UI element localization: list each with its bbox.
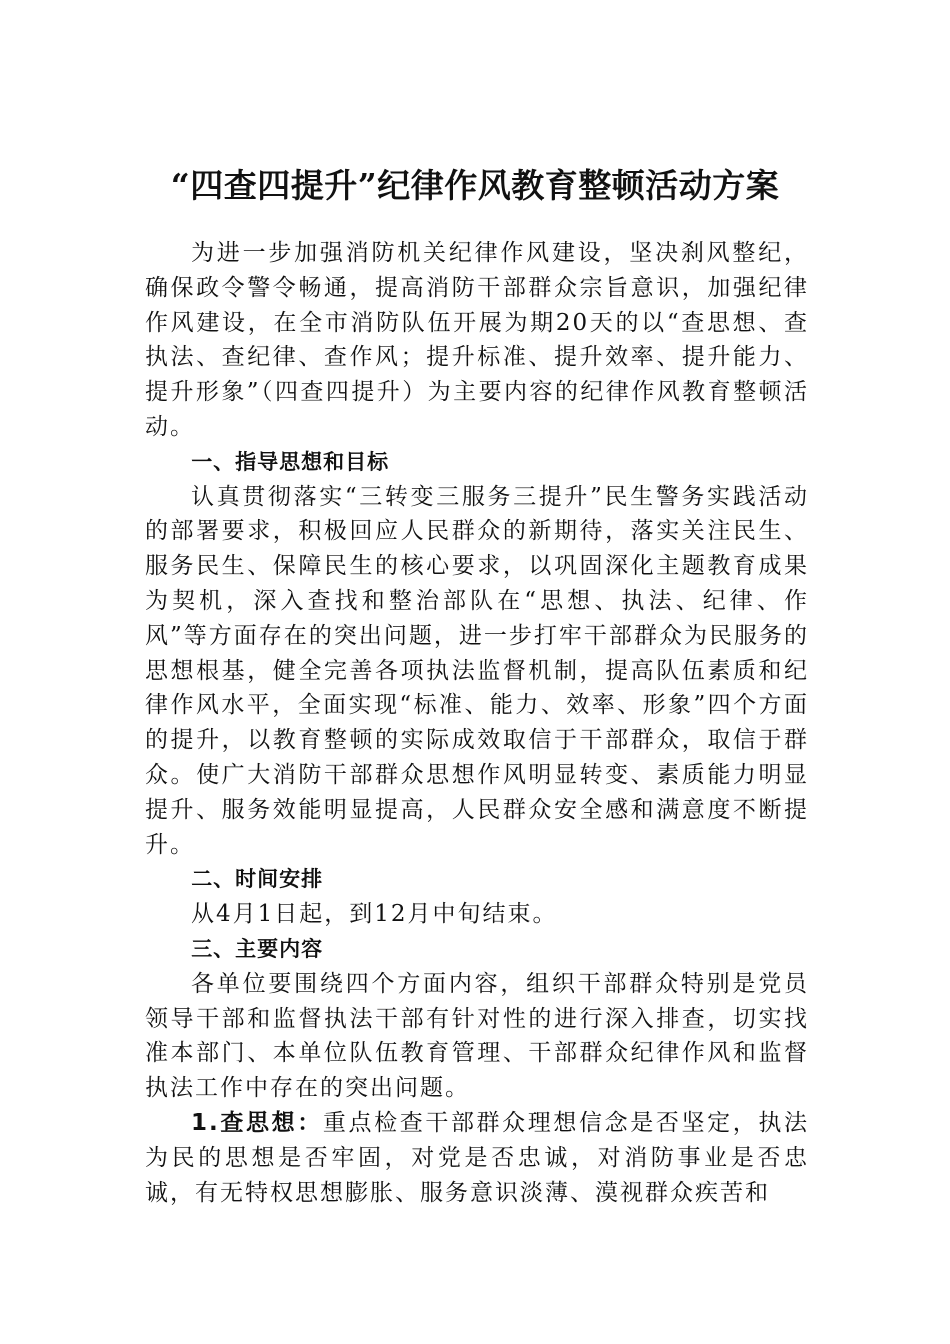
section-heading-guiding-thought: 一、指导思想和目标: [191, 449, 390, 474]
document-body: [145, 236, 809, 1210]
section-paragraph-guiding-thought: 认真贯彻落实“三转变三服务三提升”民生警务实践活动的部署要求，积极回应人民群众的新期待，落实关注民生、服务民生、保障民生的核心要求，以巩固深化主题教育成果为契机，深入查找和整治部队在“思想、执法、纪律、作风”等方面存在的突出问题，进一步打牢干部群众为民服务的思想根基，健全完善各项执法监督机制，提高队伍素质和纪律作风水平，全面实现“标准、能力、效率、形象”四个方面的提升，以教育整顿的实际成效取信于干部群众，取信于群众。使广大消防干部群众思想作风明显转变、素质能力明显提升、服务效能明显提高，人民群众安全感和满意度不断提升。: [145, 483, 809, 858]
intro-paragraph: 为进一步加强消防机关纪律作风建设，坚决刹风整纪，确保政令警令畅通，提高消防干部群众宗旨意识，加强纪律作风建设，在全市消防队伍开展为期20天的以“查思想、查执法、查纪律、查作风；提升标准、提升效率、提升能力、提升形象”（四查四提升）为主要内容的纪律作风教育整顿活动。: [145, 240, 809, 440]
item-check-thought-lead: 1.查思想：: [191, 1109, 323, 1136]
item-check-thought: [145, 1106, 809, 1210]
section-paragraph-schedule: 从4月1日起，到12月中旬结束。: [191, 901, 558, 928]
section-paragraph-main-content: 各单位要围绕四个方面内容，组织干部群众特别是党员领导干部和监督执法干部有针对性的进行深入排查，切实找准本部门、本单位队伍教育管理、干部群众纪律作风和监督执法工作中存在的突出问题。: [145, 970, 809, 1102]
item-check-thought-text: 重点检查干部群众理想信念是否坚定，执法为民的思想是否牢固，对党是否忠诚，对消防事业是否忠诚，有无特权思想膨胀、服务意识淡薄、漠视群众疾苦和: [145, 1109, 809, 1206]
document-title: “四查四提升”纪律作风教育整顿活动方案: [170, 166, 780, 205]
section-heading-schedule: 二、时间安排: [191, 867, 324, 892]
section-heading-main-content: 三、主要内容: [191, 936, 324, 961]
